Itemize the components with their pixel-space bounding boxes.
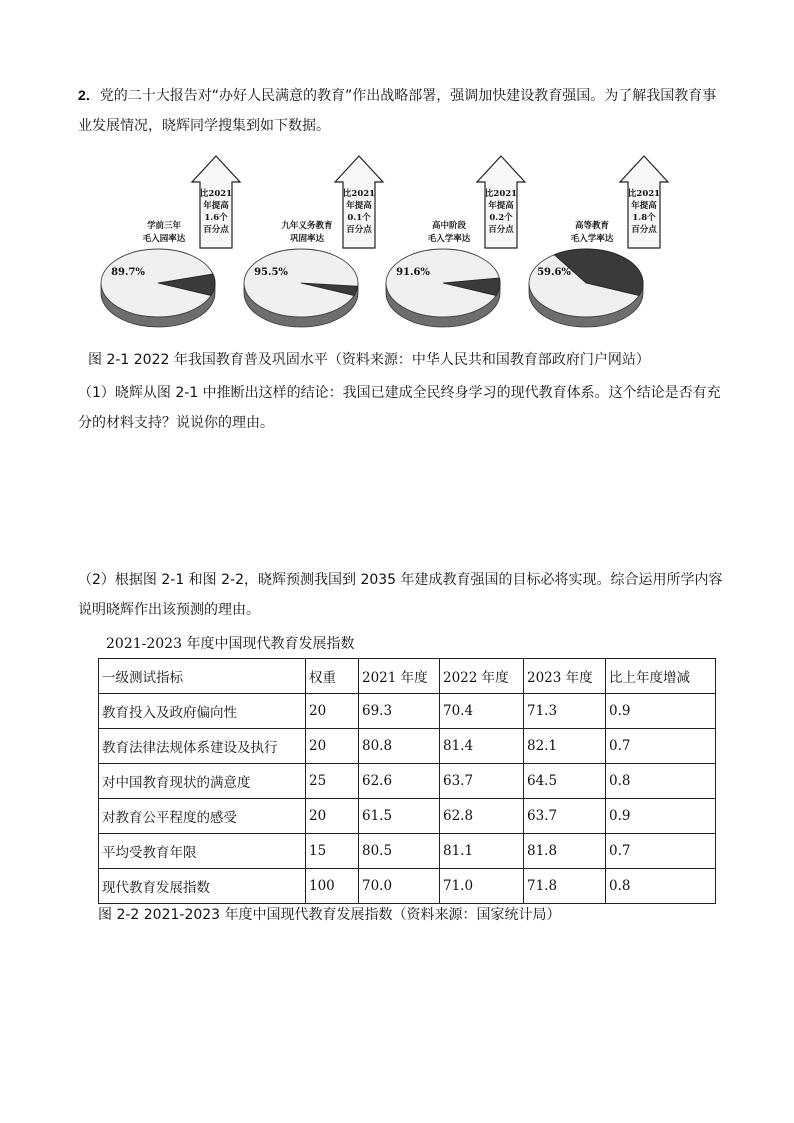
sub-question-1: （1）晓辉从图 2-1 中推断出这样的结论：我国已建成全民终身学习的现代教育体系。这个结论是否有充分的材料支持？说说你的理由。 <box>78 385 721 431</box>
arrow-text-line3: 0.1个 <box>347 213 371 223</box>
cell-2021: 80.5 <box>359 834 440 869</box>
arrow-text-line3: 1.6个 <box>204 213 228 223</box>
cell-weight: 15 <box>306 834 359 869</box>
question-intro <box>78 80 726 141</box>
arrow-text-line1: 比2021 <box>342 189 376 199</box>
pie-title-line2: 巩固率达 <box>289 234 325 244</box>
question-intro-text: 党的二十大报告对“办好人民满意的教育”作出战略部署，强调加快建设教育强国。为了解我国教育事业发展情况，晓辉同学搜集到如下数据。 <box>78 88 717 134</box>
cell-indicator: 教育法律法规体系建设及执行 <box>99 729 306 764</box>
table-header-row <box>99 659 716 694</box>
table-row <box>99 764 716 799</box>
pie-percent-label: 91.6% <box>396 267 430 278</box>
table-row <box>99 869 716 904</box>
figure-2-2-caption: 图 2-2 2021-2023 年度中国现代教育发展指数（资料来源：国家统计局） <box>98 907 561 923</box>
cell-2021: 70.0 <box>359 869 440 904</box>
cell-weight: 20 <box>306 729 359 764</box>
cell-weight: 100 <box>306 869 359 904</box>
cell-change: 0.9 <box>606 694 716 729</box>
cell-2021: 69.3 <box>359 694 440 729</box>
development-index-table <box>98 658 716 904</box>
arrow-text-line2: 年提高 <box>631 201 657 211</box>
pie-title-line1: 高等教育 <box>574 221 610 231</box>
pie-title-line2: 毛入学率达 <box>427 234 471 244</box>
table-row <box>99 799 716 834</box>
cell-2022: 71.0 <box>440 869 524 904</box>
pie-title-line1: 学前三年 <box>146 221 182 231</box>
figure-2-1 <box>88 148 688 338</box>
cell-change: 0.7 <box>606 729 716 764</box>
cell-weight: 20 <box>306 799 359 834</box>
cell-weight: 20 <box>306 694 359 729</box>
arrow-text-line2: 年提高 <box>203 201 229 211</box>
figure-2-1-caption: 图 2-1 2022 年我国教育普及巩固水平（资料来源：中华人民共和国教育部政府门户网站） <box>88 352 650 368</box>
cell-change: 0.7 <box>606 834 716 869</box>
cell-indicator: 对中国教育现状的满意度 <box>99 764 306 799</box>
cell-2021: 80.8 <box>359 729 440 764</box>
pie-title-line1: 高中阶段 <box>431 221 467 231</box>
arrow-text-line4: 百分点 <box>631 225 657 235</box>
cell-indicator: 现代教育发展指数 <box>99 869 306 904</box>
cell-2022: 81.4 <box>440 729 524 764</box>
arrow-text-line4: 百分点 <box>488 225 514 235</box>
cell-change: 0.8 <box>606 869 716 904</box>
table-title: 2021-2023 年度中国现代教育发展指数 <box>106 636 355 652</box>
pie-percent-label: 89.7% <box>111 267 145 278</box>
pie-title-line2: 毛入园率达 <box>142 234 186 244</box>
cell-2022: 62.8 <box>440 799 524 834</box>
cell-change: 0.9 <box>606 799 716 834</box>
pie-percent-label: 59.6% <box>537 267 571 278</box>
table-row <box>99 729 716 764</box>
pie-title-line2: 毛入学率达 <box>570 234 614 244</box>
header-weight: 权重 <box>306 659 359 694</box>
cell-2022: 70.4 <box>440 694 524 729</box>
cell-2022: 81.1 <box>440 834 524 869</box>
cell-2023: 71.3 <box>524 694 606 729</box>
header-2021: 2021 年度 <box>359 659 440 694</box>
arrow-text-line4: 百分点 <box>346 225 372 235</box>
cell-2023: 82.1 <box>524 729 606 764</box>
cell-2023: 64.5 <box>524 764 606 799</box>
arrow-text-line1: 比2021 <box>627 189 661 199</box>
cell-change: 0.8 <box>606 764 716 799</box>
cell-2022: 63.7 <box>440 764 524 799</box>
header-indicator: 一级测试指标 <box>99 659 306 694</box>
cell-2023: 71.8 <box>524 869 606 904</box>
table-row <box>99 694 716 729</box>
cell-2023: 81.8 <box>524 834 606 869</box>
cell-indicator: 平均受教育年限 <box>99 834 306 869</box>
arrow-text-line3: 1.8个 <box>632 213 656 223</box>
arrow-text-line4: 百分点 <box>203 225 229 235</box>
sub-question-2: （2）根据图 2-1 和图 2-2，晓辉预测我国到 2035 年建成教育强国的目标必将实现。综合运用所学内容说明晓辉作出该预测的理由。 <box>78 572 723 618</box>
cell-indicator: 教育投入及政府偏向性 <box>99 694 306 729</box>
pie-title-line1: 九年义务教育 <box>281 221 333 231</box>
arrow-text-line2: 年提高 <box>488 201 514 211</box>
header-change: 比上年度增减 <box>606 659 716 694</box>
cell-2021: 62.6 <box>359 764 440 799</box>
cell-weight: 25 <box>306 764 359 799</box>
arrow-text-line1: 比2021 <box>484 189 518 199</box>
arrow-text-line2: 年提高 <box>346 201 372 211</box>
arrow-text-line3: 0.2个 <box>489 213 513 223</box>
cell-indicator: 对教育公平程度的感受 <box>99 799 306 834</box>
header-2022: 2022 年度 <box>440 659 524 694</box>
question-number: 2． <box>78 87 100 103</box>
table-row <box>99 834 716 869</box>
pie-charts-figure <box>88 148 688 338</box>
cell-2023: 63.7 <box>524 799 606 834</box>
pie-percent-label: 95.5% <box>254 267 288 278</box>
arrow-text-line1: 比2021 <box>199 189 233 199</box>
cell-2021: 61.5 <box>359 799 440 834</box>
header-2023: 2023 年度 <box>524 659 606 694</box>
